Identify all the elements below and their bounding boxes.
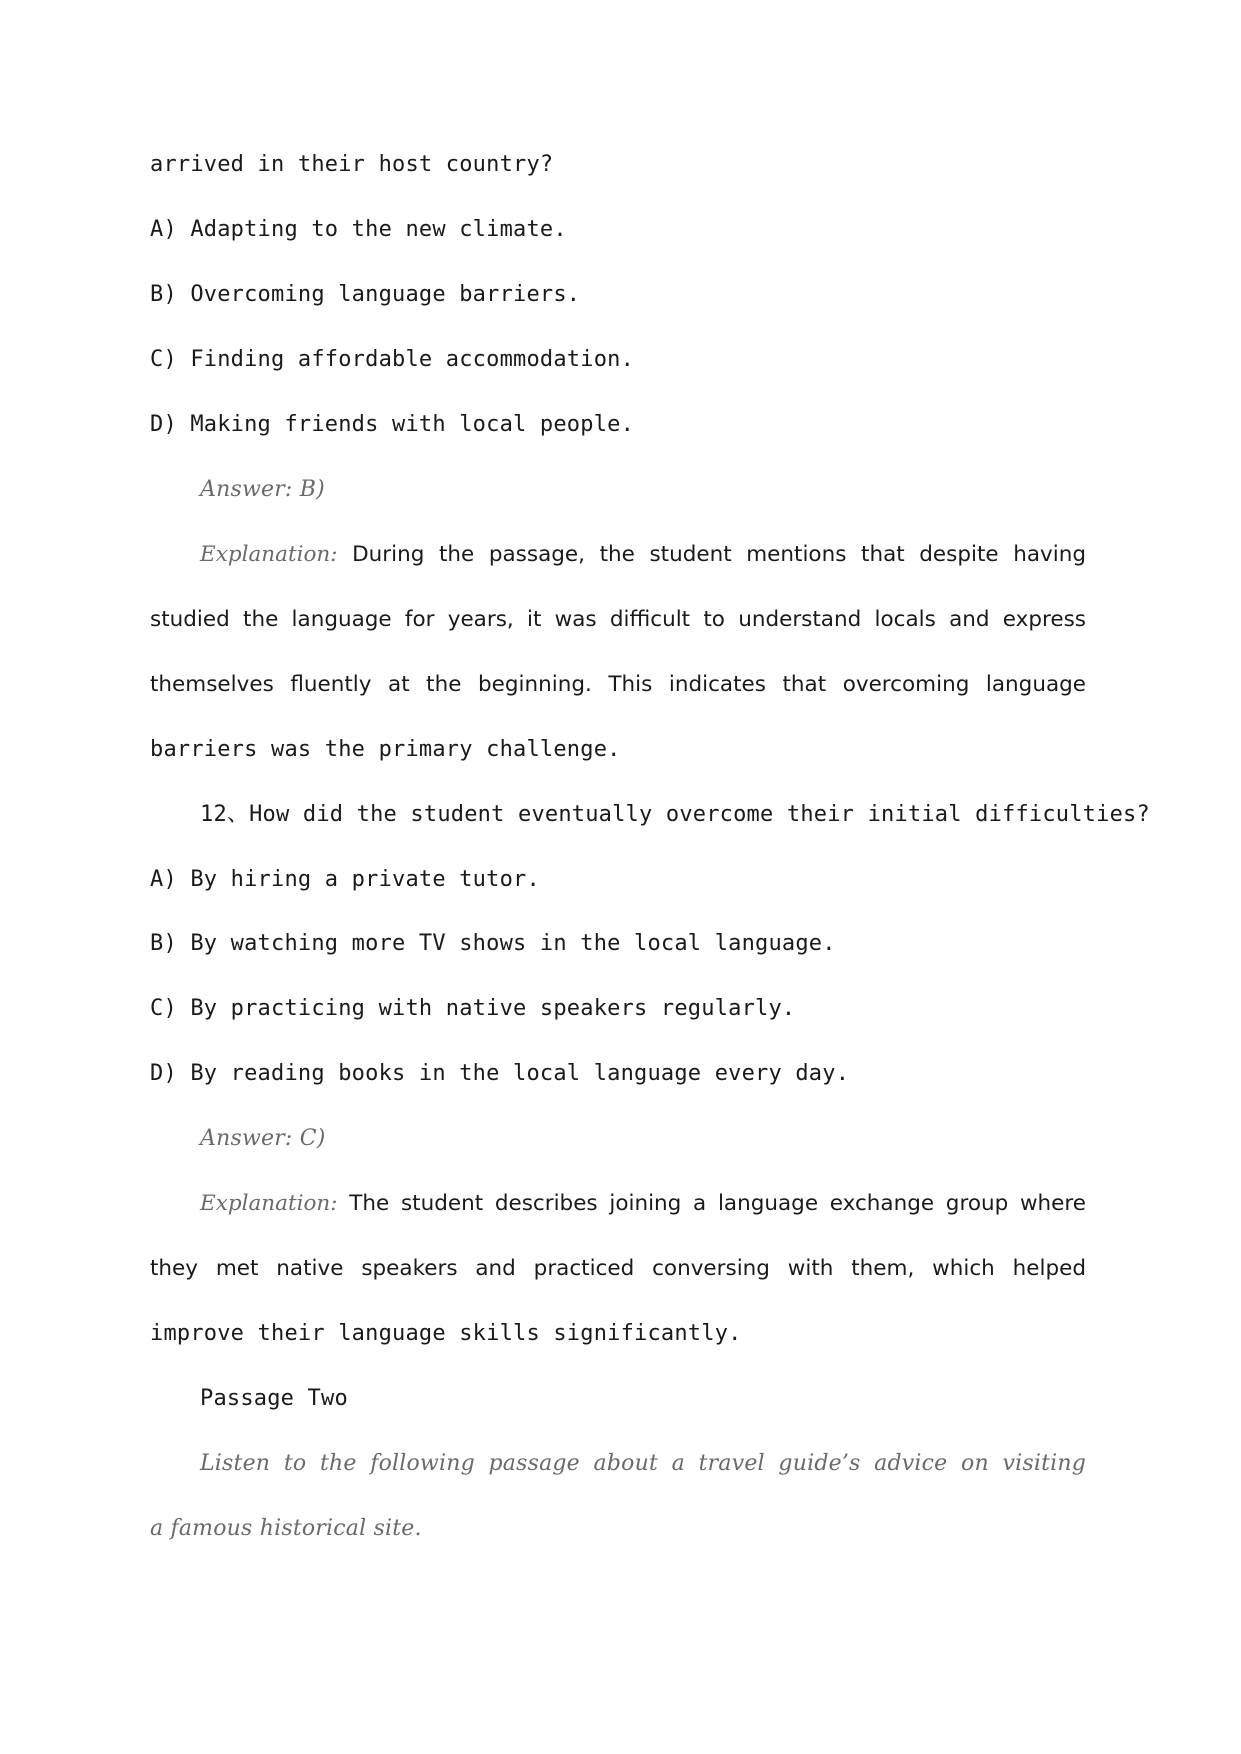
q11-answer: Answer: B) [200, 477, 325, 502]
q11-option-c: C) Finding affordable accommodation. [150, 347, 635, 372]
q11-explanation-text-1: During the passage, the student mentions that despite having [352, 542, 1087, 567]
q12-option-b: B) By watching more TV shows in the local language. [150, 931, 836, 956]
q11-explanation-line-3: themselves fluently at the beginning. This indicates that overcoming language [150, 672, 1086, 697]
q11-stem-end: arrived in their host country? [150, 152, 554, 177]
q11-explanation-line-1 [200, 540, 1086, 570]
passage-two-instruction-line-1: Listen to the following passage about a travel guide’s advice on visiting [200, 1451, 1086, 1476]
q11-option-b: B) Overcoming language barriers. [150, 282, 581, 307]
q11-explanation-label: Explanation: [200, 542, 338, 567]
passage-two-heading: Passage Two [200, 1386, 348, 1411]
q11-option-d: D) Making friends with local people. [150, 412, 635, 437]
q12-explanation-line-2: they met native speakers and practiced conversing with them, which helped [150, 1256, 1086, 1281]
q12-question: 12、How did the student eventually overcome their initial difficulties? [200, 802, 1150, 827]
q12-option-a: A) By hiring a private tutor. [150, 867, 540, 892]
q11-option-a: A) Adapting to the new climate. [150, 217, 567, 242]
q12-explanation-line-1 [200, 1189, 1086, 1219]
passage-two-instruction-line-2: a famous historical site. [150, 1516, 422, 1541]
q12-option-c: C) By practicing with native speakers regularly. [150, 996, 796, 1021]
q12-explanation-label: Explanation: [200, 1191, 338, 1216]
q11-explanation-line-4: barriers was the primary challenge. [150, 737, 621, 762]
q11-explanation-line-2: studied the language for years, it was difficult to understand locals and express [150, 607, 1086, 632]
q12-explanation-line-3: improve their language skills significantly. [150, 1321, 742, 1346]
q12-explanation-text-1: The student describes joining a language exchange group where [349, 1191, 1086, 1216]
q12-option-d: D) By reading books in the local language every day. [150, 1061, 850, 1086]
q12-answer: Answer: C) [200, 1126, 326, 1151]
